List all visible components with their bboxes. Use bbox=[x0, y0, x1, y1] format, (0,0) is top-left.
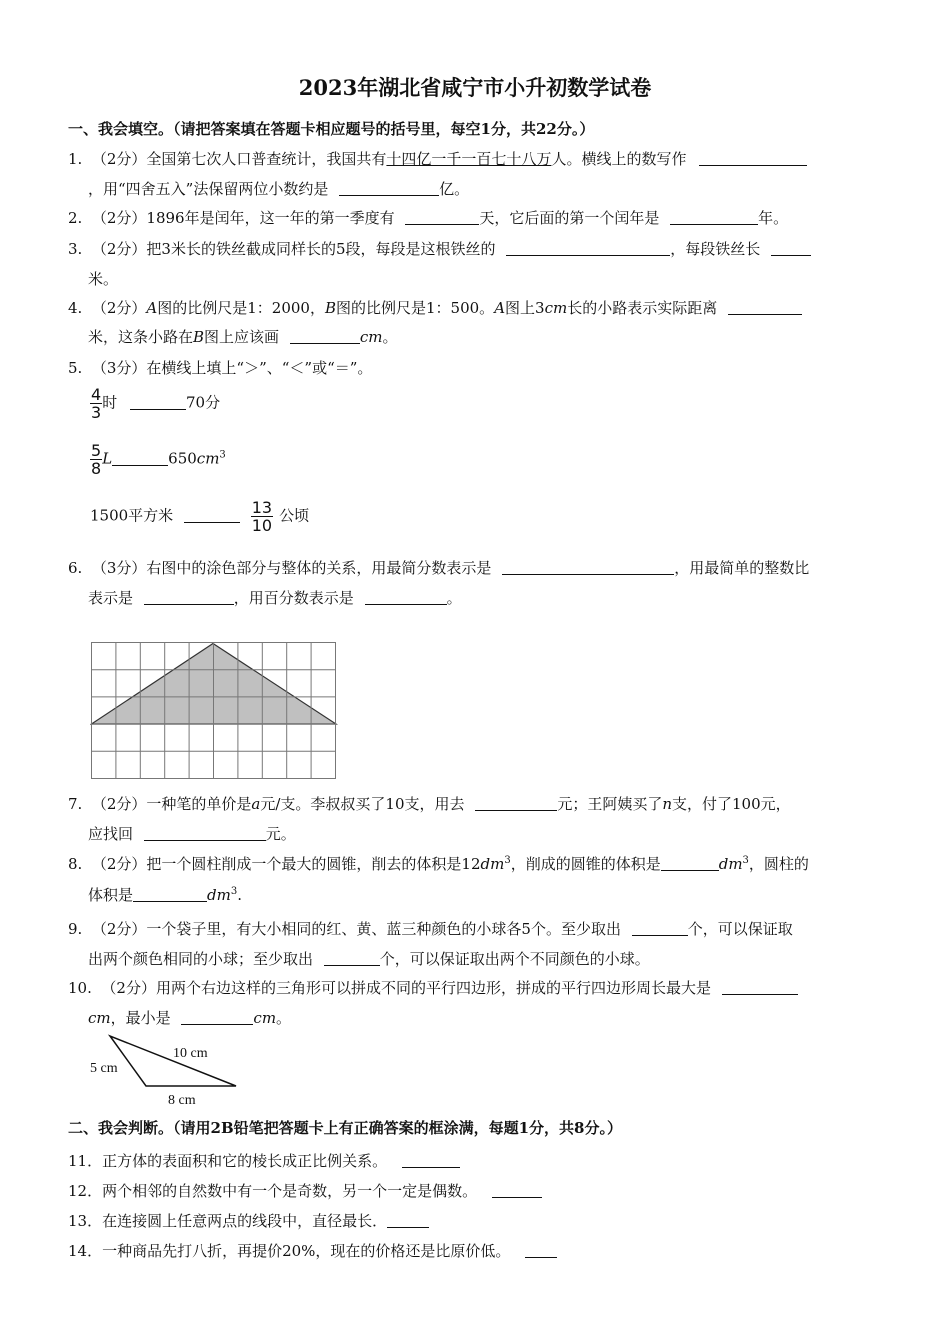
answer-blank[interactable] bbox=[699, 150, 807, 166]
question-7-line2: 应找回 元。 bbox=[88, 825, 296, 843]
side-label-5cm: 5 cm bbox=[90, 1061, 118, 1076]
answer-blank[interactable] bbox=[728, 299, 802, 315]
question-9: 9. （2分）一个袋子里，有大小相同的红、黄、蓝三种颜色的小球各5个。至少取出 个，可以保证取 bbox=[68, 920, 793, 938]
answer-blank[interactable] bbox=[525, 1242, 557, 1258]
answer-blank[interactable] bbox=[184, 507, 240, 523]
answer-blank[interactable] bbox=[339, 180, 439, 196]
question-4-line2: 米，这条小路在B图上应该画 cm。 bbox=[88, 328, 398, 346]
answer-blank[interactable] bbox=[290, 328, 360, 344]
side-label-8cm: 8 cm bbox=[168, 1093, 196, 1108]
answer-blank[interactable] bbox=[387, 1212, 429, 1228]
question-9-line2: 出两个颜色相同的小球；至少取出 个，可以保证取出两个不同颜色的小球。 bbox=[88, 950, 650, 968]
answer-blank[interactable] bbox=[632, 920, 688, 936]
answer-blank[interactable] bbox=[144, 589, 234, 605]
answer-blank[interactable] bbox=[475, 795, 557, 811]
fraction: $\frac{5}{8}$ bbox=[91, 441, 102, 478]
answer-blank[interactable] bbox=[722, 979, 798, 995]
question-5-row2: $\frac{5}{8}$ L $650cm^3$ bbox=[91, 441, 226, 478]
section-2-heading: 二、我会判断。（请用2B铅笔把答题卡上有正确答案的框涂满，每题1分，共8分。） bbox=[68, 1119, 622, 1137]
question-1-line2: ，用“四舍五入”法保留两位小数约是 亿。 bbox=[88, 180, 470, 198]
question-5-row1: $\frac{4}{3}$ 时 70分 bbox=[91, 385, 221, 422]
fraction: $\frac{4}{3}$ bbox=[91, 385, 102, 422]
answer-blank[interactable] bbox=[144, 825, 266, 841]
answer-blank[interactable] bbox=[405, 209, 479, 225]
page-title: 2023年湖北省咸宁市小升初数学试卷 bbox=[298, 75, 652, 100]
question-12: 12．两个相邻的自然数中有一个是奇数，另一个一定是偶数。 bbox=[68, 1180, 542, 1201]
answer-blank[interactable] bbox=[402, 1152, 460, 1168]
question-5-row3: 1500平方米 $\frac{13}{10}$ 公顷 bbox=[90, 498, 310, 535]
answer-blank[interactable] bbox=[492, 1182, 542, 1198]
question-14: 14．一种商品先打八折，再提价20%，现在的价格还是比原价低。 bbox=[68, 1240, 557, 1261]
question-8-line2: 体积是 $dm^3$. bbox=[88, 886, 242, 904]
question-7: 7. （2分）一种笔的单价是a元/支。李叔叔买了10支，用去 元；王阿姨买了n支，付了100元， bbox=[68, 795, 791, 813]
question-10: 10. （2分）用两个右边这样的三角形可以拼成不同的平行四边形，拼成的平行四边形周长最大是 bbox=[68, 977, 798, 998]
answer-blank[interactable] bbox=[181, 1009, 253, 1025]
question-6: 6. （3分）右图中的涂色部分与整体的关系，用最简分数表示是 ，用最简单的整数比 bbox=[68, 559, 810, 577]
question-10-line2: cm，最小是 cm。 bbox=[88, 1009, 292, 1027]
answer-blank[interactable] bbox=[365, 589, 447, 605]
question-5: 5. （3分）在横线上填上“＞”、“＜”或“＝”。 bbox=[68, 359, 373, 377]
question-11: 11．正方体的表面积和它的棱长成正比例关系。 bbox=[68, 1150, 460, 1171]
answer-blank[interactable] bbox=[133, 886, 207, 902]
question-6-line2: 表示是 ，用百分数表示是 。 bbox=[88, 589, 462, 607]
answer-blank[interactable] bbox=[661, 855, 719, 871]
question-3-line2: 米。 bbox=[88, 270, 119, 288]
answer-blank[interactable] bbox=[130, 394, 186, 410]
question-3: 3. （2分）把3米长的铁丝截成同样长的5段，每段是这根铁丝的 ，每段铁丝长 bbox=[68, 238, 811, 259]
answer-blank[interactable] bbox=[112, 450, 168, 466]
answer-blank[interactable] bbox=[324, 950, 380, 966]
side-label-10cm: 10 cm bbox=[173, 1046, 208, 1061]
answer-blank[interactable] bbox=[506, 240, 670, 256]
section-1-heading: 一、我会填空。（请把答案填在答题卡相应题号的括号里，每空1分，共22分。） bbox=[68, 120, 595, 138]
question-8: 8. （2分）把一个圆柱削成一个最大的圆锥，削去的体积是$12dm^3$，削成的圆锥的体积是 $dm^3$，圆柱的 bbox=[68, 855, 809, 873]
grid-figure bbox=[90, 641, 338, 781]
question-1: 1. （2分）全国第七次人口普查统计，我国共有十四亿一千一百七十八万人。横线上的数写作 bbox=[68, 148, 807, 169]
answer-blank[interactable] bbox=[502, 559, 674, 575]
triangle bbox=[110, 1036, 236, 1086]
answer-blank[interactable] bbox=[670, 209, 758, 225]
fraction: $\frac{13}{10}$ bbox=[251, 498, 273, 535]
triangle-figure bbox=[88, 1033, 248, 1109]
question-4: 4. （2分）A图的比例尺是1：2000，B图的比例尺是1：500。A图上3cm长的小路表示实际距离 bbox=[68, 297, 802, 318]
question-2: 2. （2分）1896年是闰年，这一年的第一季度有 天，它后面的第一个闰年是 年。 bbox=[68, 209, 789, 227]
question-13: 13．在连接圆上任意两点的线段中，直径最长． bbox=[68, 1210, 429, 1231]
answer-blank[interactable] bbox=[771, 240, 811, 256]
